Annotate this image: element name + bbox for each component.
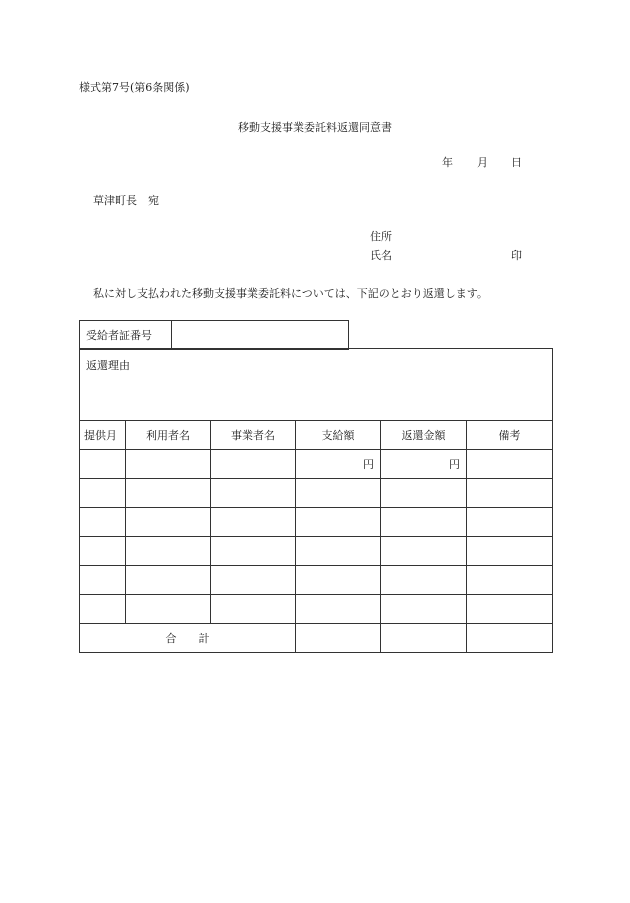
date-month-label: 月 [477, 156, 488, 169]
table-row [80, 595, 553, 624]
refund-cell[interactable] [381, 537, 467, 566]
month-cell[interactable] [80, 508, 126, 537]
user-name-cell[interactable] [126, 450, 211, 479]
provider-name-cell[interactable] [211, 450, 296, 479]
date-year-label: 年 [442, 156, 453, 169]
month-cell[interactable] [80, 479, 126, 508]
provider-name-cell[interactable] [211, 479, 296, 508]
month-cell[interactable] [80, 595, 126, 624]
remarks-cell[interactable] [467, 508, 553, 537]
yen-unit-label: 円 [363, 458, 374, 471]
remarks-cell[interactable] [467, 566, 553, 595]
total-payment-cell[interactable] [296, 624, 381, 653]
certificate-number-field[interactable] [172, 321, 349, 350]
address-label: 住所 [370, 230, 392, 243]
table-body [80, 450, 553, 624]
refund-cell[interactable] [381, 479, 467, 508]
header-remarks: 備考 [467, 421, 553, 450]
header-month: 提供月 [80, 421, 126, 450]
header-user-name: 利用者名 [126, 421, 211, 450]
seal-mark: 印 [511, 249, 522, 262]
refund-cell[interactable] [381, 566, 467, 595]
refund-cell[interactable] [381, 595, 467, 624]
table-row [80, 566, 553, 595]
user-name-cell[interactable] [126, 508, 211, 537]
user-name-cell[interactable] [126, 479, 211, 508]
table-row [80, 537, 553, 566]
total-refund-cell[interactable] [381, 624, 467, 653]
statement-text: 私に対し支払われた移動支援事業委託料については、下記のとおり返還します。 [93, 287, 488, 300]
provider-name-cell[interactable] [211, 566, 296, 595]
month-cell[interactable] [80, 537, 126, 566]
provider-name-cell[interactable] [211, 537, 296, 566]
remarks-cell[interactable] [467, 595, 553, 624]
certificate-table [79, 320, 349, 350]
document-title: 移動支援事業委託料返還同意書 [238, 121, 392, 134]
name-label: 氏名 [370, 249, 392, 262]
user-name-cell[interactable] [126, 566, 211, 595]
remarks-cell[interactable] [467, 537, 553, 566]
table-row [80, 508, 553, 537]
user-name-cell[interactable] [126, 595, 211, 624]
payment-cell[interactable] [296, 450, 381, 479]
total-label: 合 計 [80, 624, 296, 653]
form-label: 様式第7号(第6条関係) [79, 81, 190, 94]
month-cell[interactable] [80, 566, 126, 595]
payment-cell[interactable] [296, 566, 381, 595]
header-provider-name: 事業者名 [211, 421, 296, 450]
certificate-number-label: 受給者証番号 [80, 321, 172, 350]
table-row [80, 479, 553, 508]
payment-cell[interactable] [296, 537, 381, 566]
total-row [80, 624, 553, 653]
payment-cell[interactable] [296, 595, 381, 624]
payment-cell[interactable] [296, 508, 381, 537]
provider-name-cell[interactable] [211, 595, 296, 624]
refund-cell[interactable] [381, 508, 467, 537]
remarks-cell[interactable] [467, 479, 553, 508]
header-refund-amount: 返還金額 [381, 421, 467, 450]
yen-unit-label: 円 [449, 458, 460, 471]
provider-name-cell[interactable] [211, 508, 296, 537]
table-row [80, 450, 553, 479]
refund-reason-cell[interactable] [80, 349, 553, 421]
date-day-label: 日 [511, 156, 522, 169]
user-name-cell[interactable] [126, 537, 211, 566]
payment-cell[interactable] [296, 479, 381, 508]
remarks-cell[interactable] [467, 450, 553, 479]
header-payment-amount: 支給額 [296, 421, 381, 450]
refund-table [79, 348, 553, 653]
table-header-row [80, 421, 553, 450]
refund-reason-label: 返還理由 [86, 359, 130, 372]
refund-cell[interactable] [381, 450, 467, 479]
month-cell[interactable] [80, 450, 126, 479]
addressee: 草津町長 宛 [93, 194, 159, 207]
total-remarks-cell[interactable] [467, 624, 553, 653]
